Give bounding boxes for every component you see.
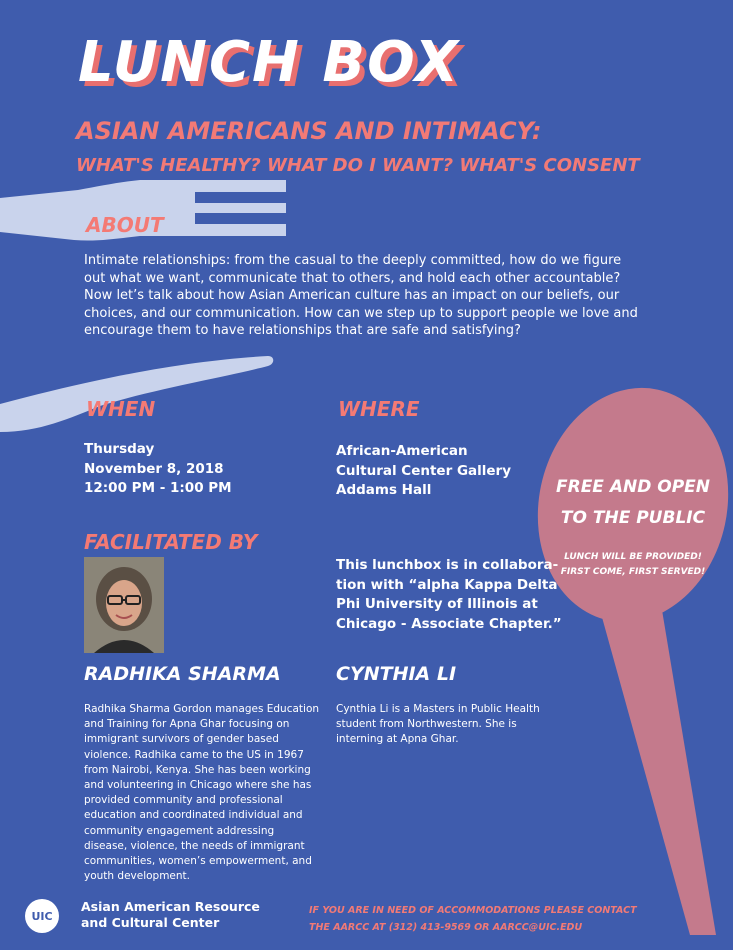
footer-org	[81, 899, 260, 931]
footer-note-line-2: THE AARCC AT (312) 413-9569 OR AARCC@UIC.EDU	[309, 922, 583, 933]
lunch-line-1: LUNCH WILL BE PROVIDED!	[564, 552, 702, 562]
facilitated-heading: FACILITATED BY	[84, 530, 258, 554]
poster-subtitle: ASIAN AMERICANS AND INTIMACY:	[76, 117, 542, 145]
lunch-line-2: FIRST COME, FIRST SERVED!	[560, 567, 706, 577]
facilitator-name-radhika: RADHIKA SHARMA	[84, 663, 281, 685]
where-heading: WHERE	[338, 397, 420, 421]
free-promo	[548, 472, 718, 580]
when-heading: WHEN	[86, 397, 156, 421]
where-line-1: African-American	[336, 443, 468, 459]
collab-line-2: tion with “alpha Kappa Delta	[336, 576, 558, 593]
where-line-2: Cultural Center Gallery	[336, 462, 512, 479]
where-line-3: Addams Hall	[336, 482, 432, 498]
poster-title: LUNCH BOX	[78, 30, 460, 95]
about-text: Intimate relationships: from the casual to the deeply committed, how do we figure out what we want, communicate that to others, and hold each other accountable? Now let’s talk about how Asian American culture has an impact on our beliefs, our choices, and our communication. How can we step up to support people we love and encourage them to have relationships that are safe and satisfying?	[84, 253, 638, 338]
footer-note-line-1: IF YOU ARE IN NEED OF ACCOMMODATIONS PLEASE CONTACT	[309, 905, 637, 916]
free-line-2: TO THE PUBLIC	[560, 508, 706, 528]
collab-line-1: This lunchbox is in collabora-	[336, 557, 559, 573]
free-line-1: FREE AND OPEN	[555, 477, 710, 497]
footer-accommodation-note	[309, 902, 637, 936]
facilitator-bio-radhika: Radhika Sharma Gordon manages Education and Training for Apna Ghar focusing on immigrant survivors of gender based violence. Radhika came to the US in 1967 from Nairobi, Kenya. She has been working and volunteering in Chicago where she has provided community and professional education and coordinated individual and community engagement addressing disease, violence, the needs of immigrant communities, women’s empowerment, and youth development.	[84, 703, 320, 883]
uic-logo: UIC	[25, 899, 59, 933]
where-details	[336, 442, 511, 501]
about-heading: ABOUT	[86, 213, 164, 237]
when-date: November 8, 2018	[84, 460, 224, 477]
facilitator-bio-cynthia: Cynthia Li is a Masters in Public Health student from Northwestern. She is interning at Apna Ghar.	[336, 703, 540, 746]
when-day: Thursday	[84, 441, 155, 457]
collab-line-3: Phi University of Illinois at	[336, 596, 538, 612]
collab-line-4: Chicago - Associate Chapter.”	[336, 615, 562, 632]
spoon-icon	[517, 370, 733, 935]
footer-org-line-2: and Cultural Center	[81, 915, 220, 930]
collaboration-note	[336, 556, 562, 634]
facilitator-photo	[84, 557, 164, 653]
facilitator-name-cynthia: CYNTHIA LI	[336, 663, 457, 685]
footer-org-line-1: Asian American Resource	[81, 899, 260, 914]
when-details	[84, 440, 232, 499]
poster-subtitle-questions: WHAT'S HEALTHY? WHAT DO I WANT? WHAT'S CONSENT	[76, 155, 640, 176]
when-time: 12:00 PM - 1:00 PM	[84, 480, 232, 496]
